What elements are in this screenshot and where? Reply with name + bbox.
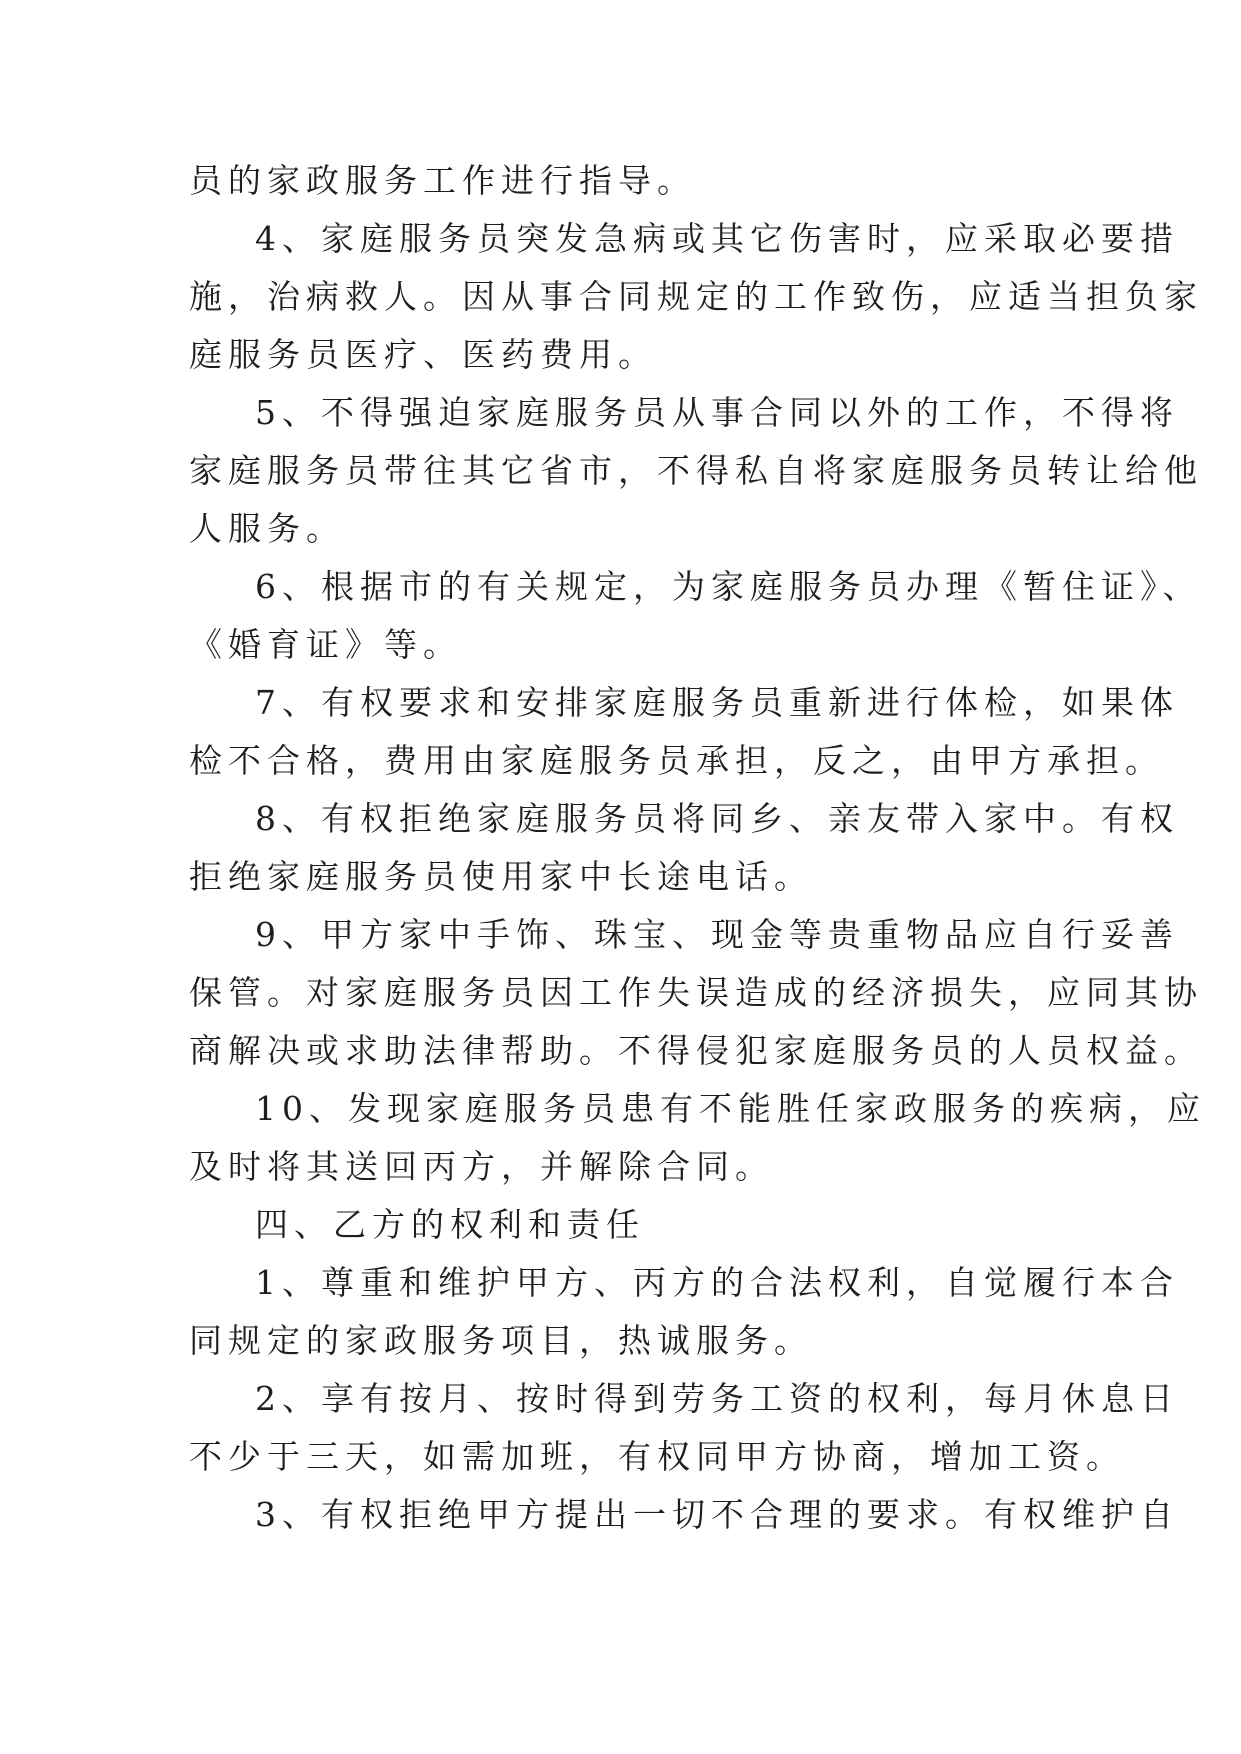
- paragraph-item-4: [189, 210, 1203, 384]
- paragraph-item-6: [189, 558, 1202, 674]
- text-line: 3、有权拒绝甲方提出一切不合理的要求。有权维护自: [255, 1495, 1179, 1534]
- text-line: 四、乙方的权利和责任: [255, 1205, 645, 1244]
- text-line: 庭服务员医疗、医药费用。: [189, 335, 657, 374]
- paragraph-section-4: [189, 1196, 1069, 1254]
- text-line: 保管。对家庭服务员因工作失误造成的经济损失，应同其协: [189, 973, 1203, 1012]
- text-line: 及时将其送回丙方，并解除合同。: [189, 1147, 774, 1186]
- text-line: 员的家政服务工作进行指导。: [189, 161, 696, 200]
- text-line: 商解决或求助法律帮助。不得侵犯家庭服务员的人员权益。: [189, 1031, 1203, 1070]
- text-line: 拒绝家庭服务员使用家中长途电话。: [189, 857, 813, 896]
- text-line: 1、尊重和维护甲方、丙方的合法权利，自觉履行本合: [255, 1263, 1179, 1302]
- text-line: 9、甲方家中手饰、珠宝、现金等贵重物品应自行妥善: [255, 915, 1179, 954]
- text-line: 《婚育证》等。: [189, 625, 462, 664]
- text-line: 5、不得强迫家庭服务员从事合同以外的工作，不得将: [255, 393, 1179, 432]
- text-line: 10、发现家庭服务员患有不能胜任家政服务的疾病，应: [255, 1089, 1206, 1128]
- document-body: [189, 152, 1206, 1544]
- paragraph-item-7: [189, 674, 1179, 790]
- text-line: 人服务。: [189, 509, 345, 548]
- paragraph-item-8: [189, 790, 1179, 906]
- text-line: 7、有权要求和安排家庭服务员重新进行体检，如果体: [255, 683, 1179, 722]
- paragraph-item-10: [189, 1080, 1206, 1196]
- paragraph-item-5: [189, 384, 1203, 558]
- text-line: 同规定的家政服务项目，热诚服务。: [189, 1321, 813, 1360]
- paragraph-item-9: [189, 906, 1203, 1080]
- paragraph-continuation: [189, 152, 1069, 210]
- text-line: 家庭服务员带往其它省市，不得私自将家庭服务员转让给他: [189, 451, 1203, 490]
- paragraph-b-item-3: [189, 1486, 1179, 1544]
- text-line: 8、有权拒绝家庭服务员将同乡、亲友带入家中。有权: [255, 799, 1179, 838]
- text-line: 施，治病救人。因从事合同规定的工作致伤，应适当担负家: [189, 277, 1203, 316]
- text-line: 4、家庭服务员突发急病或其它伤害时，应采取必要措: [255, 219, 1179, 258]
- text-line: 6、根据市的有关规定，为家庭服务员办理《暂住证》、: [255, 567, 1202, 606]
- text-line: 检不合格，费用由家庭服务员承担，反之，由甲方承担。: [189, 741, 1164, 780]
- paragraph-b-item-2: [189, 1370, 1179, 1486]
- text-line: 2、享有按月、按时得到劳务工资的权利，每月休息日: [255, 1379, 1179, 1418]
- paragraph-b-item-1: [189, 1254, 1179, 1370]
- text-line: 不少于三天，如需加班，有权同甲方协商，增加工资。: [189, 1437, 1125, 1476]
